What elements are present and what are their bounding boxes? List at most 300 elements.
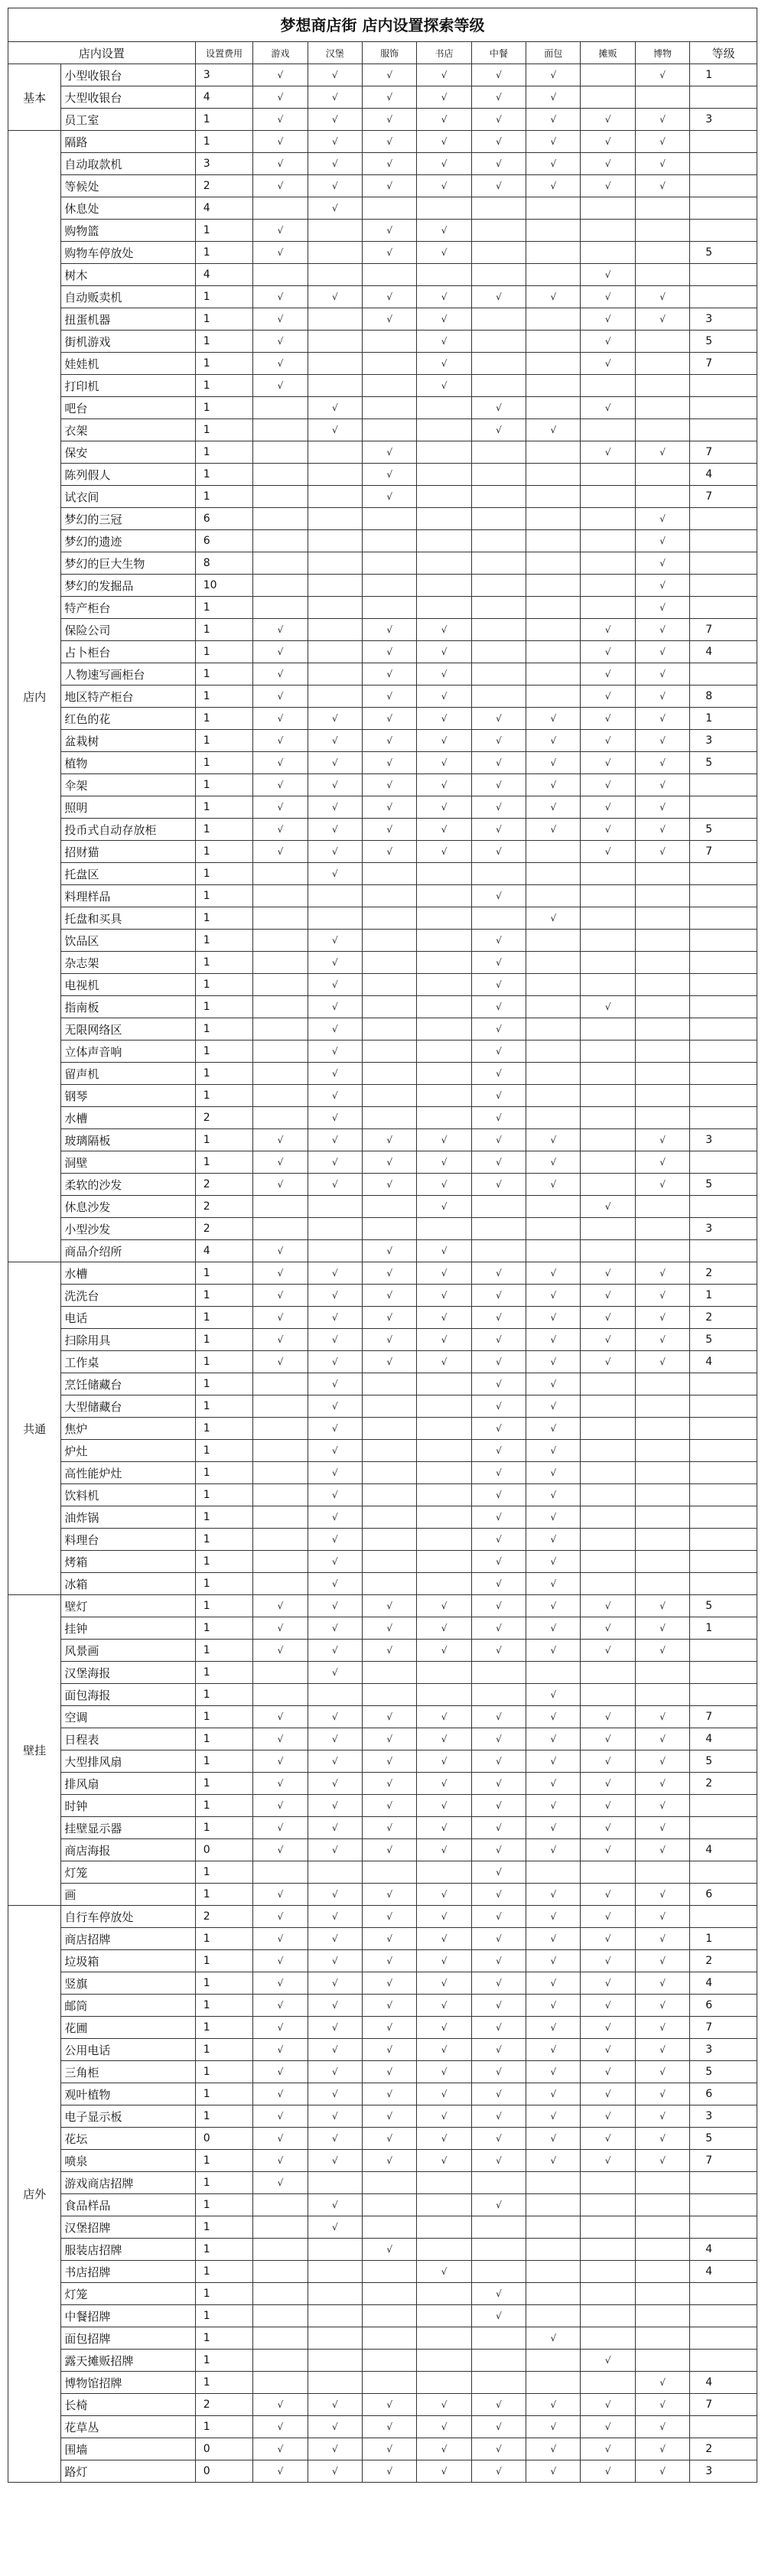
setting-name: 无限网络区 (61, 1018, 195, 1040)
table-row (8, 2394, 757, 2416)
check-mark-icon: √ (253, 375, 308, 397)
empty-cell (471, 2327, 526, 2350)
empty-cell (253, 1484, 308, 1506)
table-row (8, 819, 757, 841)
setting-cost: 1 (195, 2261, 252, 2283)
table-row (8, 1440, 757, 1462)
setting-name: 面包招牌 (61, 2327, 195, 2350)
check-mark-icon: √ (471, 1706, 526, 1728)
setting-name: 盆栽树 (61, 730, 195, 752)
check-mark-icon: √ (362, 1817, 416, 1839)
check-mark-icon: √ (526, 1617, 581, 1640)
check-mark-icon: √ (362, 819, 416, 841)
table-row (8, 619, 757, 641)
check-mark-icon: √ (362, 1129, 416, 1151)
table-row (8, 197, 757, 220)
check-mark-icon: √ (526, 1373, 581, 1395)
empty-cell (581, 863, 635, 885)
setting-cost: 1 (195, 708, 252, 730)
empty-cell (635, 1040, 689, 1063)
empty-cell (253, 552, 308, 575)
table-row (8, 308, 757, 331)
table-row (8, 1817, 757, 1839)
check-mark-icon: √ (253, 86, 308, 109)
setting-level: 4 (690, 1972, 757, 1995)
check-mark-icon: √ (362, 220, 416, 242)
check-mark-icon: √ (417, 686, 471, 708)
empty-cell (635, 1506, 689, 1529)
empty-cell (635, 1440, 689, 1462)
check-mark-icon: √ (471, 397, 526, 419)
setting-name: 高性能炉灶 (61, 1462, 195, 1484)
setting-level (690, 907, 757, 930)
table-row (8, 2239, 757, 2261)
empty-cell (417, 552, 471, 575)
empty-cell (417, 1861, 471, 1884)
check-mark-icon: √ (253, 686, 308, 708)
setting-name: 托盘区 (61, 863, 195, 885)
table-row (8, 1529, 757, 1551)
check-mark-icon: √ (581, 1950, 635, 1972)
empty-cell (417, 1040, 471, 1063)
check-mark-icon: √ (253, 1972, 308, 1995)
check-mark-icon: √ (417, 109, 471, 131)
setting-name: 中餐招牌 (61, 2305, 195, 2327)
empty-cell (526, 686, 581, 708)
check-mark-icon: √ (526, 153, 581, 175)
setting-level: 7 (690, 1706, 757, 1728)
table-row (8, 1617, 757, 1640)
empty-cell (635, 2239, 689, 2261)
setting-level (690, 1063, 757, 1085)
check-mark-icon: √ (362, 1839, 416, 1861)
check-mark-icon: √ (471, 1728, 526, 1750)
table-row (8, 974, 757, 996)
empty-cell (308, 486, 362, 508)
check-mark-icon: √ (526, 708, 581, 730)
table-row (8, 1196, 757, 1218)
check-mark-icon: √ (526, 1529, 581, 1551)
check-mark-icon: √ (253, 1129, 308, 1151)
empty-cell (635, 1063, 689, 1085)
setting-name: 小型收银台 (61, 64, 195, 86)
empty-cell (362, 508, 416, 530)
empty-cell (362, 2305, 416, 2327)
setting-name: 扭蛋机器 (61, 308, 195, 331)
empty-cell (417, 2283, 471, 2305)
setting-cost: 1 (195, 131, 252, 153)
empty-cell (362, 1018, 416, 1040)
check-mark-icon: √ (471, 1595, 526, 1617)
empty-cell (417, 996, 471, 1018)
empty-cell (526, 2305, 581, 2327)
setting-name: 钢琴 (61, 1085, 195, 1107)
check-mark-icon: √ (581, 286, 635, 308)
check-mark-icon: √ (581, 619, 635, 641)
empty-cell (362, 1861, 416, 1884)
check-mark-icon: √ (635, 2438, 689, 2460)
setting-name: 竖旗 (61, 1972, 195, 1995)
table-row (8, 375, 757, 397)
setting-level: 1 (690, 708, 757, 730)
table-row (8, 2039, 757, 2061)
empty-cell (253, 2194, 308, 2216)
check-mark-icon: √ (253, 286, 308, 308)
empty-cell (253, 1684, 308, 1706)
check-mark-icon: √ (581, 1728, 635, 1750)
check-mark-icon: √ (526, 1418, 581, 1440)
setting-cost: 1 (195, 1684, 252, 1706)
check-mark-icon: √ (308, 1151, 362, 1174)
check-mark-icon: √ (635, 1950, 689, 1972)
setting-name: 等候处 (61, 175, 195, 197)
empty-cell (308, 2172, 362, 2194)
setting-level (690, 1373, 757, 1395)
setting-level (690, 2350, 757, 2372)
check-mark-icon: √ (308, 2150, 362, 2172)
check-mark-icon: √ (417, 86, 471, 109)
table-row (8, 86, 757, 109)
setting-level (690, 930, 757, 952)
check-mark-icon: √ (635, 1995, 689, 2017)
empty-cell (308, 597, 362, 619)
table-row (8, 2017, 757, 2039)
setting-level: 2 (690, 2438, 757, 2460)
empty-cell (362, 996, 416, 1018)
check-mark-icon: √ (308, 1484, 362, 1506)
setting-name: 观叶植物 (61, 2083, 195, 2105)
check-mark-icon: √ (635, 2460, 689, 2483)
check-mark-icon: √ (253, 1595, 308, 1617)
check-mark-icon: √ (362, 1595, 416, 1617)
empty-cell (417, 1684, 471, 1706)
empty-cell (253, 2372, 308, 2394)
empty-cell (635, 1240, 689, 1262)
empty-cell (635, 2305, 689, 2327)
setting-cost: 1 (195, 464, 252, 486)
header-shop-books: 书店 (417, 42, 471, 64)
check-mark-icon: √ (471, 286, 526, 308)
table-row (8, 885, 757, 907)
setting-cost: 2 (195, 1218, 252, 1240)
table-row (8, 774, 757, 796)
check-mark-icon: √ (308, 930, 362, 952)
setting-name: 汉堡海报 (61, 1662, 195, 1684)
check-mark-icon: √ (471, 1906, 526, 1928)
empty-cell (362, 1107, 416, 1129)
table-row (8, 1728, 757, 1750)
empty-cell (417, 1529, 471, 1551)
empty-cell (417, 197, 471, 220)
setting-level (690, 2416, 757, 2438)
setting-name: 打印机 (61, 375, 195, 397)
empty-cell (253, 508, 308, 530)
empty-cell (526, 397, 581, 419)
empty-cell (362, 1506, 416, 1529)
setting-cost: 1 (195, 774, 252, 796)
table-row (8, 109, 757, 131)
check-mark-icon: √ (308, 1640, 362, 1662)
setting-name: 风景画 (61, 1640, 195, 1662)
setting-name: 洞壁 (61, 1151, 195, 1174)
check-mark-icon: √ (417, 1706, 471, 1728)
empty-cell (253, 1373, 308, 1395)
empty-cell (471, 619, 526, 641)
setting-level (690, 530, 757, 552)
setting-name: 树木 (61, 264, 195, 286)
check-mark-icon: √ (581, 264, 635, 286)
empty-cell (253, 885, 308, 907)
check-mark-icon: √ (308, 1285, 362, 1307)
setting-cost: 1 (195, 308, 252, 331)
check-mark-icon: √ (471, 1972, 526, 1995)
setting-name: 街机游戏 (61, 331, 195, 353)
check-mark-icon: √ (635, 1928, 689, 1950)
check-mark-icon: √ (308, 197, 362, 220)
setting-level (690, 220, 757, 242)
empty-cell (308, 1218, 362, 1240)
setting-cost: 1 (195, 1817, 252, 1839)
check-mark-icon: √ (526, 1551, 581, 1573)
check-mark-icon: √ (362, 1285, 416, 1307)
check-mark-icon: √ (471, 2083, 526, 2105)
empty-cell (362, 1040, 416, 1063)
check-mark-icon: √ (526, 2105, 581, 2128)
empty-cell (526, 597, 581, 619)
setting-level (690, 974, 757, 996)
check-mark-icon: √ (471, 1640, 526, 1662)
check-mark-icon: √ (581, 2438, 635, 2460)
table-row (8, 131, 757, 153)
empty-cell (635, 197, 689, 220)
setting-level (690, 1040, 757, 1063)
empty-cell (581, 1373, 635, 1395)
check-mark-icon: √ (526, 2017, 581, 2039)
check-mark-icon: √ (471, 2305, 526, 2327)
check-mark-icon: √ (635, 1151, 689, 1174)
check-mark-icon: √ (308, 1839, 362, 1861)
check-mark-icon: √ (526, 286, 581, 308)
table-row (8, 1551, 757, 1573)
empty-cell (417, 464, 471, 486)
check-mark-icon: √ (635, 2372, 689, 2394)
check-mark-icon: √ (471, 1817, 526, 1839)
check-mark-icon: √ (308, 796, 362, 819)
setting-cost: 1 (195, 2083, 252, 2105)
setting-cost: 1 (195, 2239, 252, 2261)
setting-level: 4 (690, 1351, 757, 1373)
setting-name: 招财猫 (61, 841, 195, 863)
check-mark-icon: √ (526, 1906, 581, 1928)
table-row (8, 1861, 757, 1884)
table-row (8, 952, 757, 974)
empty-cell (581, 1129, 635, 1151)
check-mark-icon: √ (417, 1773, 471, 1795)
check-mark-icon: √ (253, 819, 308, 841)
check-mark-icon: √ (417, 796, 471, 819)
check-mark-icon: √ (417, 2261, 471, 2283)
check-mark-icon: √ (581, 1351, 635, 1373)
empty-cell (253, 575, 308, 597)
check-mark-icon: √ (581, 1617, 635, 1640)
check-mark-icon: √ (417, 153, 471, 175)
empty-cell (526, 2216, 581, 2239)
check-mark-icon: √ (417, 1906, 471, 1928)
empty-cell (635, 2283, 689, 2305)
empty-cell (581, 242, 635, 264)
empty-cell (417, 1063, 471, 1085)
check-mark-icon: √ (308, 1373, 362, 1395)
check-mark-icon: √ (581, 819, 635, 841)
check-mark-icon: √ (417, 131, 471, 153)
check-mark-icon: √ (526, 1972, 581, 1995)
empty-cell (253, 397, 308, 419)
empty-cell (362, 1395, 416, 1418)
setting-cost: 1 (195, 2350, 252, 2372)
check-mark-icon: √ (526, 1706, 581, 1728)
setting-cost: 1 (195, 974, 252, 996)
setting-cost: 1 (195, 2283, 252, 2305)
check-mark-icon: √ (253, 752, 308, 774)
setting-name: 饮品区 (61, 930, 195, 952)
empty-cell (581, 1218, 635, 1240)
check-mark-icon: √ (362, 1706, 416, 1728)
check-mark-icon: √ (253, 1906, 308, 1928)
empty-cell (635, 331, 689, 353)
check-mark-icon: √ (253, 1151, 308, 1174)
check-mark-icon: √ (253, 2061, 308, 2083)
empty-cell (362, 1573, 416, 1595)
setting-cost: 1 (195, 353, 252, 375)
empty-cell (253, 1418, 308, 1440)
setting-level (690, 1640, 757, 1662)
check-mark-icon: √ (308, 1750, 362, 1773)
check-mark-icon: √ (526, 1750, 581, 1773)
check-mark-icon: √ (471, 774, 526, 796)
empty-cell (526, 1107, 581, 1129)
check-mark-icon: √ (253, 2017, 308, 2039)
table-row (8, 575, 757, 597)
setting-level (690, 1906, 757, 1928)
empty-cell (417, 486, 471, 508)
setting-name: 汉堡招牌 (61, 2216, 195, 2239)
check-mark-icon: √ (253, 175, 308, 197)
empty-cell (581, 1684, 635, 1706)
check-mark-icon: √ (471, 64, 526, 86)
check-mark-icon: √ (308, 730, 362, 752)
empty-cell (362, 952, 416, 974)
empty-cell (362, 863, 416, 885)
empty-cell (526, 2172, 581, 2194)
setting-level (690, 1861, 757, 1884)
setting-name: 油炸锅 (61, 1506, 195, 1529)
check-mark-icon: √ (635, 1307, 689, 1329)
empty-cell (526, 441, 581, 464)
setting-level (690, 796, 757, 819)
check-mark-icon: √ (362, 1750, 416, 1773)
setting-name: 喷泉 (61, 2150, 195, 2172)
empty-cell (581, 486, 635, 508)
check-mark-icon: √ (362, 1262, 416, 1285)
check-mark-icon: √ (362, 1640, 416, 1662)
check-mark-icon: √ (308, 1107, 362, 1129)
table-row (8, 464, 757, 486)
check-mark-icon: √ (362, 1174, 416, 1196)
setting-name: 隔路 (61, 131, 195, 153)
check-mark-icon: √ (308, 397, 362, 419)
setting-name: 工作桌 (61, 1351, 195, 1373)
setting-cost: 2 (195, 1174, 252, 1196)
check-mark-icon: √ (526, 1174, 581, 1196)
check-mark-icon: √ (308, 1085, 362, 1107)
check-mark-icon: √ (526, 1995, 581, 2017)
check-mark-icon: √ (308, 2105, 362, 2128)
empty-cell (362, 2194, 416, 2216)
empty-cell (417, 974, 471, 996)
empty-cell (362, 1440, 416, 1462)
check-mark-icon: √ (471, 2017, 526, 2039)
table-row (8, 641, 757, 663)
empty-cell (581, 1861, 635, 1884)
empty-cell (635, 1662, 689, 1684)
setting-level (690, 952, 757, 974)
check-mark-icon: √ (471, 2105, 526, 2128)
empty-cell (526, 375, 581, 397)
empty-cell (362, 1063, 416, 1085)
check-mark-icon: √ (417, 2105, 471, 2128)
check-mark-icon: √ (308, 1018, 362, 1040)
table-row (8, 2083, 757, 2105)
empty-cell (417, 2239, 471, 2261)
setting-name: 保安 (61, 441, 195, 464)
check-mark-icon: √ (635, 552, 689, 575)
empty-cell (362, 264, 416, 286)
setting-level: 1 (690, 1928, 757, 1950)
empty-cell (362, 375, 416, 397)
check-mark-icon: √ (471, 2416, 526, 2438)
check-mark-icon: √ (471, 1107, 526, 1129)
empty-cell (581, 597, 635, 619)
empty-cell (635, 2327, 689, 2350)
setting-cost: 1 (195, 641, 252, 663)
setting-level (690, 1684, 757, 1706)
check-mark-icon: √ (362, 1307, 416, 1329)
empty-cell (362, 2283, 416, 2305)
check-mark-icon: √ (581, 109, 635, 131)
check-mark-icon: √ (635, 1617, 689, 1640)
setting-level: 5 (690, 2061, 757, 2083)
empty-cell (308, 220, 362, 242)
setting-level (690, 419, 757, 441)
setting-cost: 1 (195, 419, 252, 441)
check-mark-icon: √ (308, 1617, 362, 1640)
empty-cell (308, 1684, 362, 1706)
table-row (8, 552, 757, 575)
check-mark-icon: √ (362, 2039, 416, 2061)
check-mark-icon: √ (253, 796, 308, 819)
page-title: 梦想商店街 店内设置探索等级 (8, 8, 757, 41)
setting-name: 自动贩卖机 (61, 286, 195, 308)
table-row (8, 1262, 757, 1285)
setting-name: 灯笼 (61, 1861, 195, 1884)
setting-cost: 1 (195, 1950, 252, 1972)
check-mark-icon: √ (362, 663, 416, 686)
setting-name: 梦幻的发掘品 (61, 575, 195, 597)
empty-cell (581, 930, 635, 952)
setting-name: 衣架 (61, 419, 195, 441)
table-row (8, 2372, 757, 2394)
setting-cost: 1 (195, 996, 252, 1018)
